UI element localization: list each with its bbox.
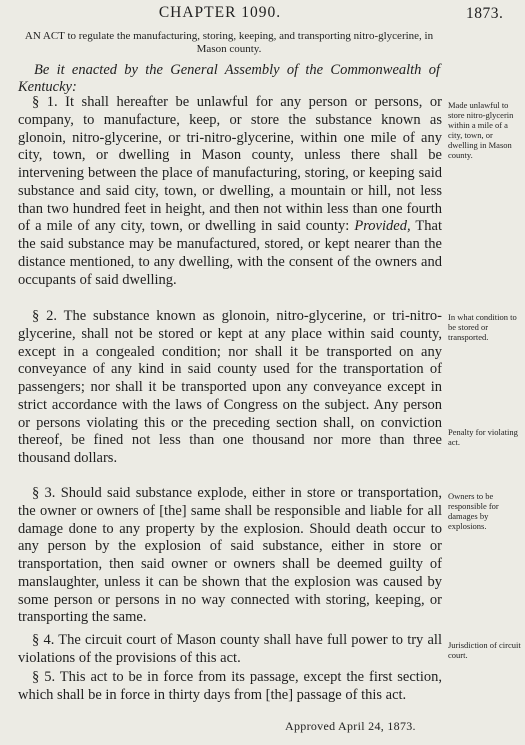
section-5: § 5. This act to be in force from its passage, except the first section, which shall be in force in thirty days from [the] passage of this act. [18, 669, 442, 703]
enacting-clause-text: Be it enacted by the General Assembly of the Commonwealth of Kentucky: [18, 62, 440, 95]
section-1 [18, 94, 442, 289]
approval-line: Approved April 24, 1873. [285, 719, 416, 733]
chapter-heading: CHAPTER 1090. [158, 4, 282, 21]
section-1-text-after: That the said substance may be manufactured, stored, or kept nearer than the distance mentioned, to any dwelling, with the consent of the owners and occupants of said dwelling. [18, 218, 442, 288]
margin-note-storage: Made unlawful to store nitro-glycerin within a mile of a city, town, or dwelling in Mason county. [448, 100, 514, 160]
section-3: § 3. Should said substance explode, either in store or transportation, the owner or owners of [the] same shall be responsible and liable for all damage done to any property by the explosion. Should death occur to any person by the explosion of said substance, either in store or transportation, then said owner or owners shall be deemed guilty of manslaughter, unless it can be shown that the explosion was caused by some person or persons in no way connected with storing, keeping, or transporting the same. [18, 485, 442, 626]
margin-note-penalty: Penalty for violating act. [448, 427, 518, 447]
margin-note-jurisdiction: Jurisdiction of circuit court. [448, 640, 521, 660]
margin-note-condition: In what condition to be stored or transported. [448, 312, 517, 342]
section-1-proviso: Provided, [354, 218, 411, 235]
page-year: 1873. [466, 5, 504, 22]
act-title: AN ACT to regulate the manufacturing, storing, keeping, and transporting nitro-glycerine, in Mason county. [24, 30, 434, 55]
section-4: § 4. The circuit court of Mason county shall have full power to try all violations of the provisions of this act. [18, 632, 442, 666]
margin-note-liability: Owners to be responsible for damages by explosions. [448, 491, 499, 531]
section-1-text-before: § 1. It shall hereafter be unlawful for any person or persons, or company, to manufacture, keep, or store the substance known as glonoin, nitro-glycerine, or tri-nitro-glycerine, within one mile of any city, town, or dwelling in Mason county, unless there shall be intervening between the place of manufacturing, storing, or keeping said substance and said city, town, or dwelling, a mountain or hill, not less than two hundred feet in height, and then not within less than one fourth of a mile of any city, town, or dwelling in said county: [18, 94, 442, 235]
enacting-clause [18, 62, 440, 96]
section-2: § 2. The substance known as glonoin, nitro-glycerine, or tri-nitro-glycerine, shall not be stored or kept at any place within said county, except in a congealed condition; nor shall it be transported on any conveyance of any kind in said county used for the transportation of passengers; nor shall it be transported upon any conveyance except in strict accordance with the laws of Congress on the subject. Any person or persons violating this or the preceding section shall, on conviction thereof, be fined not less than one thousand nor more than three thousand dollars. [18, 308, 442, 466]
